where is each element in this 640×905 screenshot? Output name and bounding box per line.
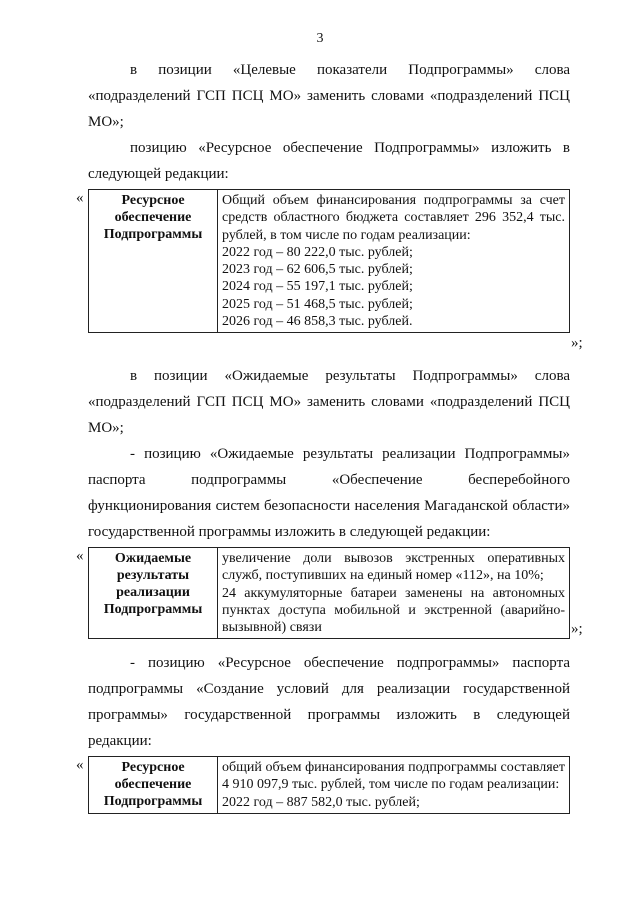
table-line: 2026 год – 46 858,3 тыс. рублей. bbox=[222, 314, 413, 330]
results-table-content bbox=[218, 548, 570, 639]
table-line: 2024 год – 55 197,1 тыс. рублей; bbox=[222, 279, 413, 295]
closing-quote-2: »; bbox=[571, 621, 583, 637]
resource-table-1 bbox=[88, 189, 570, 333]
opening-quote-1: « bbox=[76, 190, 84, 206]
resource-table-1-content bbox=[218, 190, 570, 333]
table-line: 2023 год – 62 606,5 тыс. рублей; bbox=[222, 262, 413, 278]
resource-table-2-header: Ресурсное обеспечение Подпрограммы bbox=[89, 757, 218, 814]
paragraph-target-indicators: в позиции «Целевые показатели Подпрограммы» слова «подразделений ГСП ПСЦ МО» заменить словами «подразделений ПСЦ МО»; bbox=[88, 62, 570, 130]
resource-table-2 bbox=[88, 756, 570, 814]
paragraph-expected-results-passport: - позицию «Ожидаемые результаты реализации Подпрограммы» паспорта подпрограммы «Обеспечение бесперебойного функционирования систем безопасности населения Магаданской области» государственной программы изложить в следующей редакции: bbox=[88, 446, 570, 540]
resource-table-2-content bbox=[218, 757, 570, 814]
table-line: увеличение доли вывозов экстренных оперативных служб, поступивших на единый номер «112», на 10%; bbox=[222, 551, 565, 584]
opening-quote-3: « bbox=[76, 757, 84, 773]
paragraph-resource-intro: позицию «Ресурсное обеспечение Подпрограммы» изложить в следующей редакции: bbox=[88, 140, 570, 182]
table-line: Общий объем финансирования подпрограммы за счет средств областного бюджета составляет 296 352,4 тыс. рублей, в том числе по годам реализации: bbox=[222, 193, 565, 243]
table-line: 2025 год – 51 468,5 тыс. рублей; bbox=[222, 296, 413, 312]
results-table bbox=[88, 547, 570, 639]
table-line: 2022 год – 80 222,0 тыс. рублей; bbox=[222, 244, 413, 260]
results-table-header: Ожидаемые результаты реализации Подпрограммы bbox=[89, 548, 218, 639]
table-line: 2022 год – 887 582,0 тыс. рублей; bbox=[222, 794, 420, 810]
table-line: 24 аккумуляторные батареи заменены на автономных пунктах доступа мобильной и экстренной (аварийно-вызывной) связи bbox=[222, 585, 565, 636]
page-number: 3 bbox=[316, 31, 324, 46]
opening-quote-2: « bbox=[76, 548, 84, 564]
table-line: общий объем финансирования подпрограммы составляет 4 910 097,9 тыс. рублей, том числе по годам реализации: bbox=[222, 760, 565, 793]
paragraph-expected-results: в позиции «Ожидаемые результаты Подпрограммы» слова «подразделений ГСП ПСЦ МО» заменить словами «подразделений ПСЦ МО»; bbox=[88, 368, 570, 436]
resource-table-1-header: Ресурсное обеспечение Подпрограммы bbox=[89, 190, 218, 333]
closing-quote-1: »; bbox=[571, 335, 583, 351]
paragraph-resource-passport: - позицию «Ресурсное обеспечение подпрограммы» паспорта подпрограммы «Создание условий для реализации государственной программы» государственной программы изложить в следующей редакции: bbox=[88, 655, 570, 749]
